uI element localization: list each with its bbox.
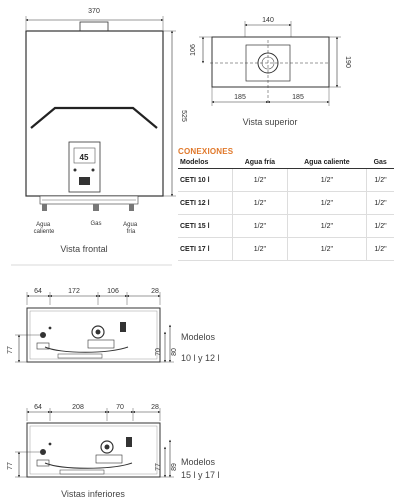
table-row [178, 215, 394, 238]
label-agua-caliente-line1: Agua [36, 222, 51, 228]
col-header-agua-caliente: Agua caliente [287, 157, 366, 169]
cell-gas: 1/2" [366, 169, 394, 192]
b1-left-dim: 77 [7, 346, 14, 354]
cell-agua-caliente: 1/2" [287, 169, 366, 192]
hot-water-fitting [129, 204, 134, 211]
cell-agua-fria: 1/2" [232, 169, 287, 192]
b2-models-value: 15 l y 17 l [181, 470, 220, 480]
b2-right-dim-2: 89 [171, 463, 178, 471]
b1-models-label: Modelos [181, 332, 216, 342]
cell-agua-caliente: 1/2" [287, 238, 366, 261]
b2-dim-1: 64 [34, 404, 42, 411]
connections-table [178, 157, 394, 261]
col-header-gas: Gas [366, 157, 394, 169]
connections-header-row [178, 157, 394, 169]
b1-dim-4: 28 [151, 288, 159, 295]
bottom-view-1 [7, 288, 220, 363]
connections-title: CONEXIONES [178, 147, 234, 156]
label-agua-fria-line2: fría [126, 229, 136, 235]
top-dim-185-left: 185 [234, 94, 246, 101]
b1-dim-2: 172 [68, 288, 80, 295]
b1-dim-3: 106 [107, 288, 119, 295]
b1-models-value: 10 l y 12 l [181, 353, 220, 363]
caption-top: Vista superior [242, 117, 298, 127]
b2-hot-outlet [126, 437, 132, 447]
panel-button-2 [92, 169, 95, 172]
b2-body [27, 423, 160, 477]
caption-front: Vista frontal [60, 244, 108, 254]
b1-hot-outlet [120, 322, 126, 332]
gas-fitting [93, 204, 99, 211]
cell-agua-fria: 1/2" [232, 215, 287, 238]
col-header-agua-fria: Agua fría [232, 157, 287, 169]
label-agua-caliente [34, 222, 55, 235]
cell-model: CETI 12 l [178, 192, 232, 215]
table-row [178, 169, 394, 192]
brand-logo [79, 177, 90, 185]
b2-models-label: Modelos [181, 457, 216, 467]
cell-agua-fria: 1/2" [232, 238, 287, 261]
front-width-dim: 370 [88, 8, 100, 15]
label-agua-caliente-line2: caliente [33, 229, 55, 235]
cold-water-fitting [42, 204, 47, 211]
label-gas: Gas [90, 221, 102, 227]
b2-cold-inlet [40, 449, 46, 455]
b1-dim-1: 64 [34, 288, 42, 295]
caption-bottom: Vistas inferiores [61, 489, 125, 499]
b1-right-dim-2: 80 [171, 348, 178, 356]
label-agua-fria [123, 222, 139, 235]
cell-gas: 1/2" [366, 192, 394, 215]
panel-button-1 [74, 169, 77, 172]
top-view [190, 17, 351, 127]
front-view [26, 8, 187, 254]
top-dim-185-right: 185 [292, 94, 304, 101]
cell-gas: 1/2" [366, 215, 394, 238]
cell-agua-caliente: 1/2" [287, 215, 366, 238]
label-agua-fria-line1: Agua [123, 222, 138, 228]
cell-model: CETI 10 l [178, 169, 232, 192]
table-row [178, 238, 394, 261]
b2-right-dim-1: 77 [155, 463, 162, 471]
b2-dim-3: 70 [116, 404, 124, 411]
cell-model: CETI 17 l [178, 238, 232, 261]
top-dim-190: 190 [344, 56, 351, 68]
table-row [178, 192, 394, 215]
b2-dim-4: 28 [151, 404, 159, 411]
front-height-dim: 525 [180, 110, 187, 122]
cell-model: CETI 15 l [178, 215, 232, 238]
col-header-modelos: Modelos [178, 157, 232, 169]
cell-agua-fria: 1/2" [232, 192, 287, 215]
top-dim-140: 140 [262, 17, 274, 24]
b1-right-dim-1: 70 [155, 348, 162, 356]
cell-agua-caliente: 1/2" [287, 192, 366, 215]
b1-cold-inlet [40, 332, 46, 338]
b2-left-dim: 77 [7, 462, 14, 470]
display-value: 45 [79, 153, 89, 162]
top-dim-106: 106 [190, 44, 197, 56]
b2-dim-2: 208 [72, 404, 84, 411]
bottom-view-2 [7, 404, 220, 499]
cell-gas: 1/2" [366, 238, 394, 261]
